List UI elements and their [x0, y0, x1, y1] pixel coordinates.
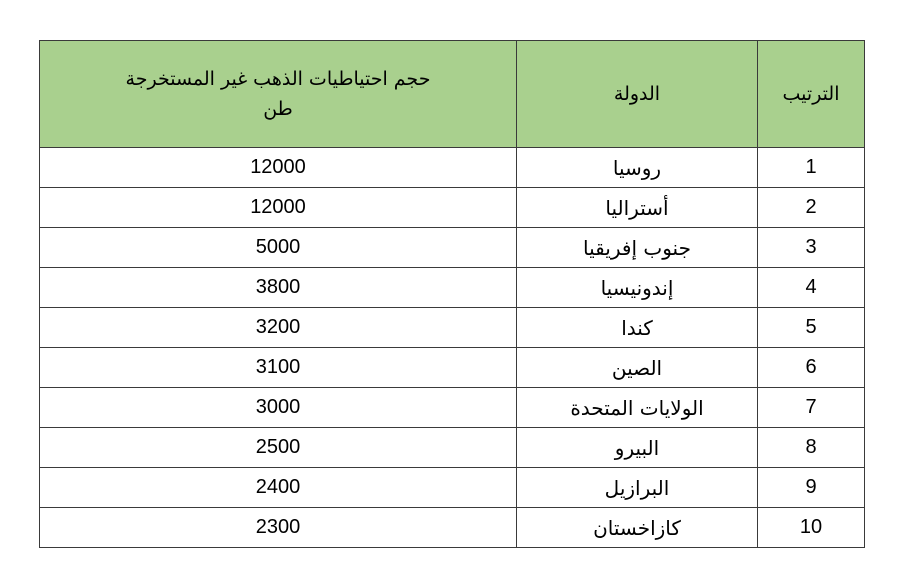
table-row [40, 308, 865, 348]
rank-cell: 5 [758, 308, 865, 348]
header-row [40, 41, 865, 148]
reserves-cell: 3200 [40, 308, 517, 348]
header-reserves [40, 41, 517, 148]
rank-cell: 2 [758, 188, 865, 228]
country-cell: البرازيل [517, 468, 758, 508]
table-row [40, 268, 865, 308]
reserves-cell: 2500 [40, 428, 517, 468]
table-row [40, 388, 865, 428]
table-row [40, 468, 865, 508]
rank-cell: 10 [758, 508, 865, 548]
table-header [40, 41, 865, 148]
reserves-cell: 2400 [40, 468, 517, 508]
table-row [40, 428, 865, 468]
country-cell: جنوب إفريقيا [517, 228, 758, 268]
gold-reserves-table [39, 40, 865, 548]
country-cell: كندا [517, 308, 758, 348]
header-rank: الترتيب [758, 41, 865, 148]
reserves-cell: 3000 [40, 388, 517, 428]
header-reserves-title: حجم احتياطيات الذهب غير المستخرجة [125, 68, 431, 90]
country-cell: روسيا [517, 148, 758, 188]
country-cell: البيرو [517, 428, 758, 468]
country-cell: الولايات المتحدة [517, 388, 758, 428]
reserves-cell: 12000 [40, 188, 517, 228]
rank-cell: 3 [758, 228, 865, 268]
table-row [40, 228, 865, 268]
header-reserves-unit: طن [263, 98, 293, 120]
rank-cell: 7 [758, 388, 865, 428]
reserves-cell: 12000 [40, 148, 517, 188]
country-cell: إندونيسيا [517, 268, 758, 308]
table-row [40, 148, 865, 188]
reserves-cell: 3800 [40, 268, 517, 308]
country-cell: الصين [517, 348, 758, 388]
rank-cell: 1 [758, 148, 865, 188]
reserves-cell: 5000 [40, 228, 517, 268]
table-body [40, 148, 865, 548]
table-row [40, 348, 865, 388]
header-country: الدولة [517, 41, 758, 148]
rank-cell: 4 [758, 268, 865, 308]
rank-cell: 6 [758, 348, 865, 388]
rank-cell: 8 [758, 428, 865, 468]
country-cell: كازاخستان [517, 508, 758, 548]
country-cell: أستراليا [517, 188, 758, 228]
table-row [40, 188, 865, 228]
rank-cell: 9 [758, 468, 865, 508]
reserves-cell: 2300 [40, 508, 517, 548]
table-row [40, 508, 865, 548]
reserves-cell: 3100 [40, 348, 517, 388]
